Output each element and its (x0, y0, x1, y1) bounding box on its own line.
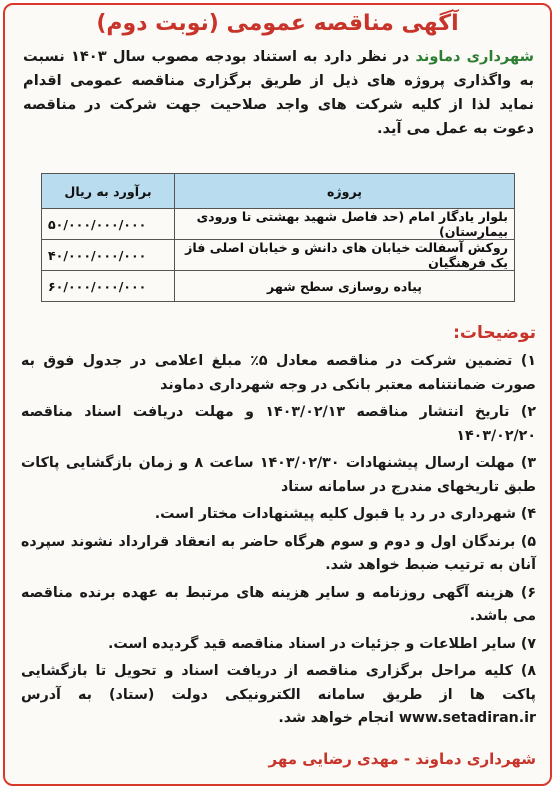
table-row (42, 271, 515, 302)
project-title: پیاده روسازی سطح شهر (175, 271, 515, 302)
note-item: ۶) هزینه آگهی روزنامه و سایر هزینه های مرتبط به عهده برنده مناقصه می باشد. (21, 584, 536, 624)
note-item: ۸) کلیه مراحل برگزاری مناقصه از دریافت اسناد و تحویل تا بازگشایی پاکت ها از طریق سامانه الکترونیکی دولت (ستاد) به آدرس www.setadiran.ir انجام خواهد شد. (21, 663, 536, 726)
header-estimate: برآورد به ریال (42, 174, 175, 209)
notice-frame (3, 3, 552, 786)
project-title: بلوار یادگار امام (حد فاصل شهید بهشتی تا ورودی بیمارستان) (175, 209, 515, 240)
table-row (42, 240, 515, 271)
table-header-row (42, 174, 515, 209)
project-amount: ۵۰/۰۰۰/۰۰۰/۰۰۰ (42, 209, 175, 240)
table-row (42, 209, 515, 240)
note-item: ۲) تاریخ انتشار مناقصه ۱۴۰۳/۰۲/۱۳ و مهلت دریافت اسناد مناقصه ۱۴۰۳/۰۲/۲۰ (21, 404, 536, 444)
project-amount: ۶۰/۰۰۰/۰۰۰/۰۰۰ (42, 271, 175, 302)
org-name: شهرداری دماوند (415, 48, 534, 65)
intro-text: در نظر دارد به استناد بودجه مصوب سال ۱۴۰۳ نسبت به واگذاری پروژه های ذیل از طریق برگزاری مناقصه عمومی اقدام نماید لذا از کلیه شرکت های واجد صلاحیت جهت شرکت در مناقصه دعوت به عمل می آید. (23, 48, 534, 137)
project-title: روکش آسفالت خیابان های دانش و خیابان اصلی فاز یک فرهنگیان (175, 240, 515, 271)
intro-paragraph (23, 45, 534, 141)
note-item: ۳) مهلت ارسال پیشنهادات ۱۴۰۳/۰۲/۳۰ ساعت ۸ و زمان بازگشایی پاکات طبق تاریخهای مندرج در سامانه ستاد (21, 455, 536, 495)
note-item: ۱) تضمین شرکت در مناقصه معادل ۵٪ مبلغ اعلامی در جدول فوق به صورت ضمانتنامه معتبر بانکی در وجه شهرداری دماوند (21, 353, 536, 393)
header-project: پروژه (175, 174, 515, 209)
note-item: ۴) شهرداری در رد یا قبول کلیه پیشنهادات مختار است. (154, 506, 536, 522)
signature-footer: شهرداری دماوند - مهدی رضایی مهر (268, 750, 536, 768)
notes-list (21, 350, 536, 735)
notes-heading: توضیحات: (453, 323, 536, 343)
notice-title: آگهی مناقصه عمومی (نوبت دوم) (96, 11, 459, 36)
projects-table (41, 173, 515, 302)
note-item: ۷) سایر اطلاعات و جزئیات در اسناد مناقصه قید گردیده است. (107, 635, 536, 652)
note-item: ۵) برندگان اول و دوم و سوم هرگاه حاضر به انعقاد قرارداد نشوند سپرده آنان به ترتیب ضبط خواهد شد. (21, 533, 536, 573)
project-amount: ۴۰/۰۰۰/۰۰۰/۰۰۰ (42, 240, 175, 271)
